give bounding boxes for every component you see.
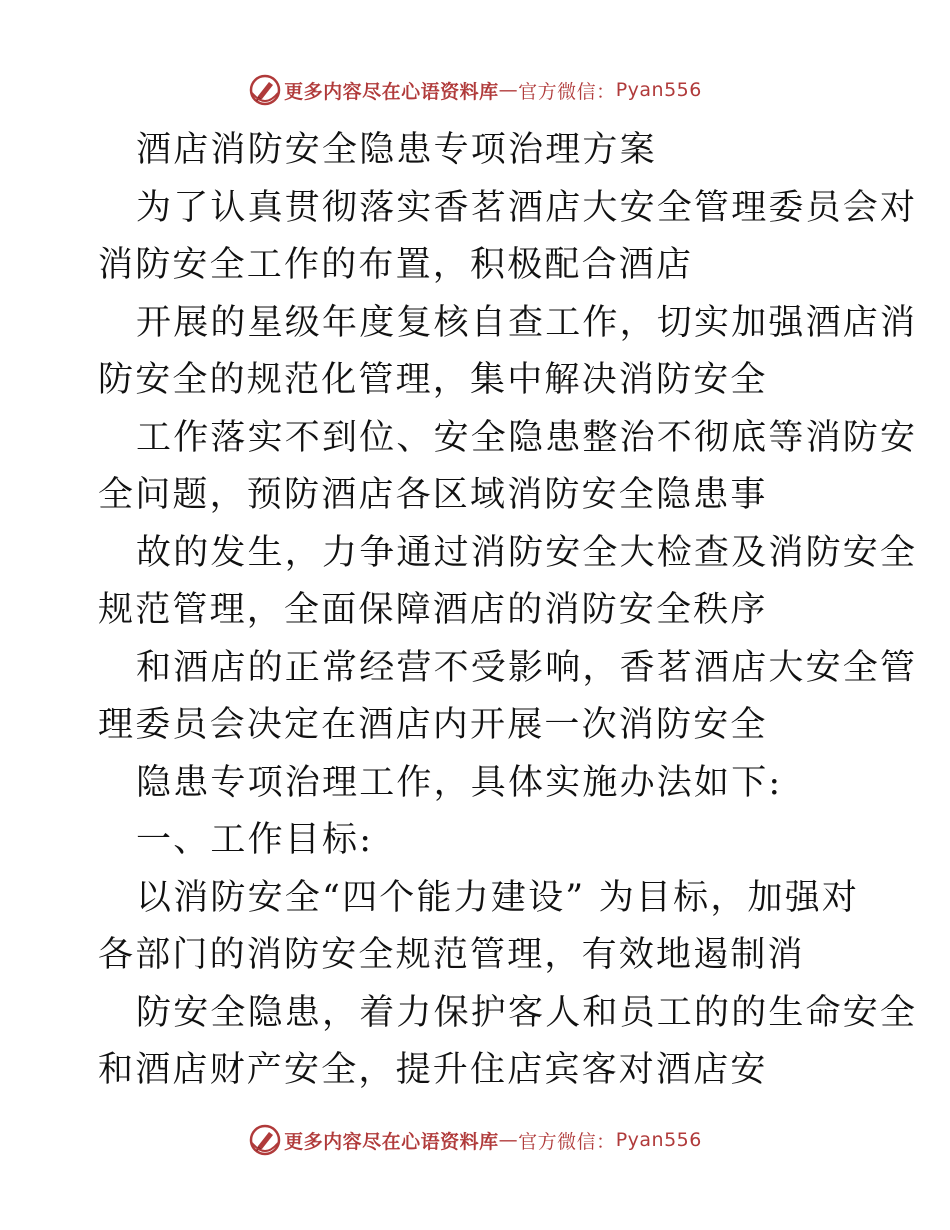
doc-line: 规范管理，全面保障酒店的消防安全秩序 (98, 590, 768, 630)
doc-line: 各部门的消防安全规范管理，有效地遏制消 (98, 935, 805, 975)
watermark-footer (0, 1120, 950, 1160)
watermark-header (0, 70, 950, 110)
doc-line: 和酒店的正常经营不受影响，香茗酒店大安全管 (136, 647, 918, 688)
watermark-lead-text: 更多内容尽在心语资料库 (284, 1130, 499, 1153)
document-body (98, 122, 918, 1100)
doc-line: 以消防安全“四个能力建设” 为目标，加强对 (136, 877, 860, 918)
doc-line: 为了认真贯彻落实香茗酒店大安全管理委员会对 (136, 187, 918, 228)
watermark-label: 官方微信： (518, 80, 616, 103)
watermark-label: 官方微信： (518, 1130, 616, 1153)
watermark-account: Pyan556 (615, 1129, 702, 1151)
doc-line: 工作落实不到位、安全隐患整治不彻底等消防安 (136, 417, 918, 458)
doc-line: 理委员会决定在酒店内开展一次消防安全 (98, 705, 768, 745)
doc-line: 消防安全工作的布置，积极配合酒店 (98, 245, 694, 285)
doc-line: 全问题，预防酒店各区域消防安全隐患事 (98, 475, 768, 515)
doc-line: 防安全的规范化管理，集中解决消防安全 (98, 360, 768, 400)
doc-line: 开展的星级年度复核自查工作，切实加强酒店消 (136, 302, 918, 343)
watermark-lead-text: 更多内容尽在心语资料库 (284, 80, 499, 103)
doc-line: 隐患专项治理工作，具体实施办法如下: (136, 762, 783, 803)
watermark-account: Pyan556 (615, 79, 702, 101)
red-circle-pen-logo-icon (248, 1123, 282, 1157)
doc-line: 故的发生，力争通过消防安全大检查及消防安全 (136, 532, 918, 573)
doc-line: 和酒店财产安全，提升住店宾客对酒店安 (98, 1050, 768, 1090)
doc-line: 防安全隐患，着力保护客人和员工的的生命安全 (136, 992, 918, 1033)
watermark-dash: — (498, 1129, 519, 1151)
doc-line: 酒店消防安全隐患专项治理方案 (136, 130, 657, 170)
watermark-dash: — (498, 79, 519, 101)
red-circle-pen-logo-icon (248, 73, 282, 107)
doc-line: 一、工作目标: (136, 820, 374, 860)
